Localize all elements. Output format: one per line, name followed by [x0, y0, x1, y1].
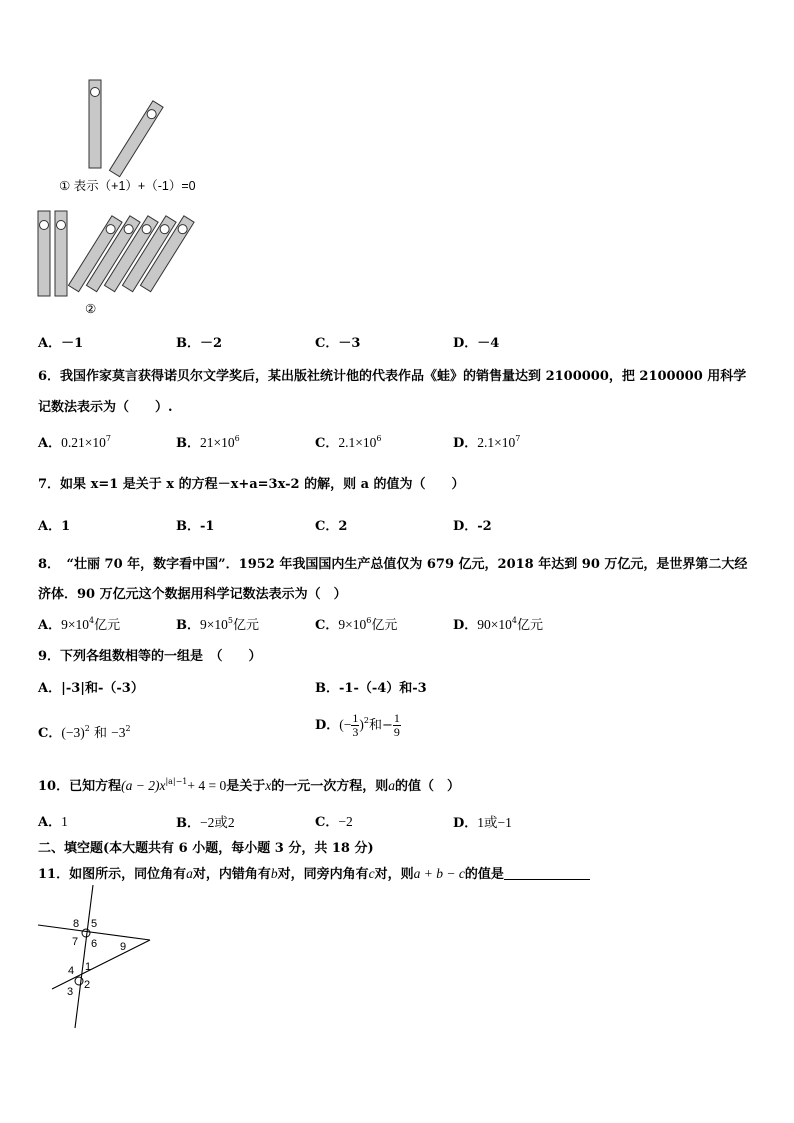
- lower-line: [52, 940, 150, 989]
- q8-option-b[interactable]: B．$9\times 10^5$亿元: [176, 616, 259, 633]
- section-heading: 二、填空题(本大题共有 6 小题，每小题 3 分，共 18 分): [38, 841, 374, 856]
- q7-stem: 7．如果 x=1 是关于 x 的方程－x+a=3x-2 的解，则 a 的值为（ ）: [38, 477, 465, 492]
- q5-option-a[interactable]: A．－1: [38, 336, 84, 351]
- figure-1-label: ① 表示（+1）+（-1）=0: [59, 179, 196, 193]
- angle-label-2: 2: [84, 979, 91, 991]
- angle-label-4: 4: [68, 965, 75, 977]
- figure-2-label: ②: [85, 302, 97, 316]
- q10-option-d[interactable]: D．1或−1: [453, 815, 512, 831]
- stick-diagram: [28, 76, 268, 316]
- q5-option-b[interactable]: B．－2: [176, 336, 223, 351]
- q6-stem-line2: 记数法表示为（ ）.: [38, 400, 173, 415]
- transversal-line: [75, 885, 93, 1028]
- q6-option-d[interactable]: D．$2.1\times 10^7$: [453, 434, 521, 451]
- q7-option-a[interactable]: A．1: [38, 519, 71, 534]
- q9-option-a[interactable]: A．|-3|和-（-3）: [38, 681, 144, 696]
- q9-option-c[interactable]: C．$(-3)^2$ 和 $-3^2$: [38, 724, 131, 741]
- q9-option-d[interactable]: D．(− $\frac{1}{3}$ )$^2$和− $\frac{1}{9}$: [315, 711, 400, 739]
- q10-option-a[interactable]: A．1: [38, 814, 68, 830]
- q7-option-b[interactable]: B．-1: [176, 519, 215, 534]
- stick-hole: [91, 88, 100, 97]
- angle-label-9: 9: [120, 941, 127, 953]
- q10-stem: 10．已知方程$(a - 2)x^{|a|-1}+ 4 = 0$是关于x的一元一次方程，则a的值（ ）: [38, 777, 461, 794]
- q8-option-c[interactable]: C．$9\times 10^6$亿元: [315, 616, 398, 633]
- q6-option-c[interactable]: C．$2.1\times 10^6$: [315, 434, 382, 451]
- angle-label-8: 8: [73, 918, 80, 930]
- answer-blank[interactable]: [504, 866, 590, 880]
- q8-option-d[interactable]: D．$90\times 10^4$亿元: [453, 616, 544, 633]
- q6-option-b[interactable]: B．$21\times 10^6$: [176, 434, 240, 451]
- angle-label-6: 6: [91, 938, 98, 950]
- stick-figure-1: [89, 80, 163, 177]
- q5-option-c[interactable]: C．－3: [315, 336, 361, 351]
- stick-figure-2: [38, 211, 194, 296]
- q11-stem: 11．如图所示，同位角有a对，内错角有b对，同旁内角有c对，则a + b − c的值是: [38, 863, 590, 882]
- q10-option-c[interactable]: C．−2: [315, 814, 353, 830]
- q5-option-d[interactable]: D．－4: [453, 336, 500, 351]
- q7-option-c[interactable]: C．2: [315, 519, 348, 534]
- q8-stem-line1: 8． “壮丽 70 年，数字看中国”．1952 年我国国内生产总值仅为 679 亿元，2018 年达到 90 万亿元，是世界第二大经: [38, 557, 748, 572]
- q8-stem-line2: 济体．90 万亿元这个数据用科学记数法表示为（ ）: [38, 587, 347, 602]
- q9-option-b[interactable]: B．-1-（-4）和-3: [315, 681, 427, 696]
- q6-option-a[interactable]: A．$0.21\times 10^7$: [38, 434, 111, 451]
- q7-option-d[interactable]: D．-2: [453, 519, 492, 534]
- q9-stem: 9．下列各组数相等的一组是 （ ）: [38, 649, 262, 664]
- intersection-upper: [82, 929, 90, 937]
- angle-figure: [30, 885, 160, 1035]
- q6-stem-line1: 6．我国作家莫言获得诺贝尔文学奖后，某出版社统计他的代表作品《蛙》的销售量达到 2100000，把 2100000 用科学: [38, 369, 747, 384]
- angle-label-1: 1: [85, 961, 92, 973]
- q10-option-b[interactable]: B．−2或2: [176, 815, 235, 831]
- tilted-stick: [109, 101, 163, 177]
- angle-label-3: 3: [67, 986, 74, 998]
- angle-label-5: 5: [91, 918, 98, 930]
- intersection-lower: [75, 977, 83, 985]
- q8-option-a[interactable]: A．$9\times 10^4$亿元: [38, 616, 121, 633]
- angle-label-7: 7: [72, 936, 79, 948]
